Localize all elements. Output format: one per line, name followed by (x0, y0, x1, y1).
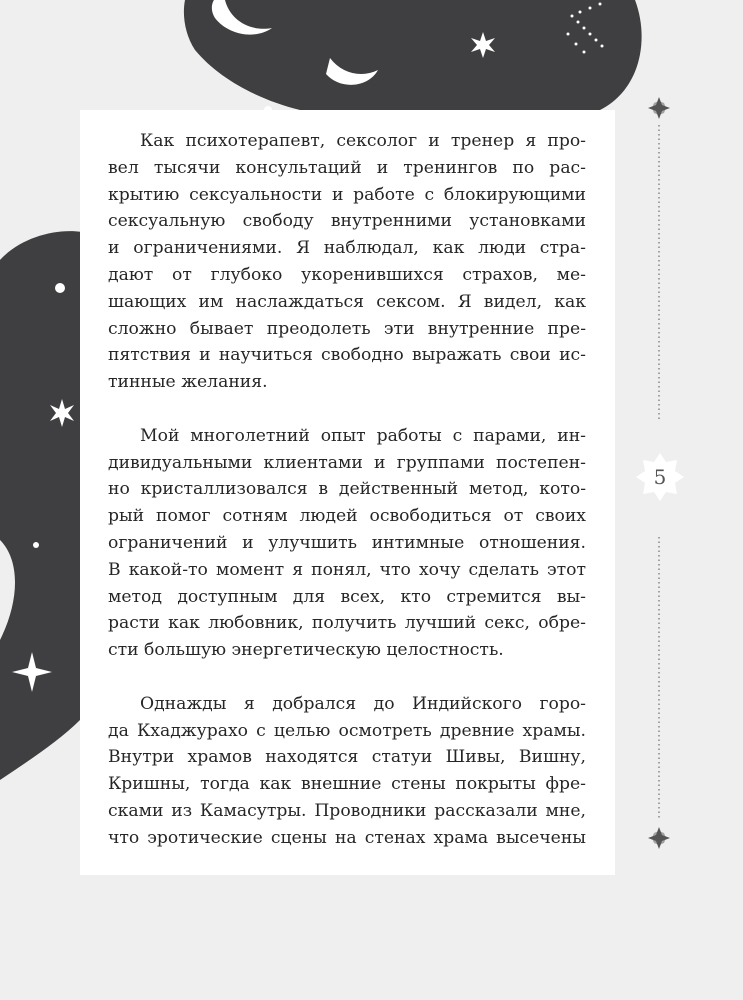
text-line: Кришны, тогда как внешние стены покрыты фре- (108, 774, 586, 795)
text-line: Мой многолетний опыт работы с парами, ин- (140, 425, 586, 446)
text-line: сложно бывает преодолеть эти внутренние пре- (108, 318, 586, 339)
text-line: дивидуальными клиентами и группами постепен- (108, 452, 586, 473)
text-line: Однажды я добрался до Индийского горо- (140, 693, 586, 714)
text-line: дают от глубоко укоренившихся страхов, ме- (108, 264, 586, 285)
paragraph-2 (108, 423, 586, 664)
text-line: сками из Камасутры. Проводники рассказали мне, (108, 800, 586, 821)
text-line: В какой-то момент я понял, что хочу сделать этот (108, 559, 586, 580)
text-line: сти большую энергетическую целостность. (108, 640, 504, 661)
text-line: да Кхаджурахо с целью осмотреть древние храмы. (108, 720, 586, 741)
text-line: вел тысячи консультаций и тренингов по рас- (108, 157, 586, 178)
text-line: Внутри храмов находятся статуи Шивы, Вишну, (108, 747, 586, 768)
text-line: тинные желания. (108, 372, 268, 393)
text-line: метод доступным для всех, кто стремится вы- (108, 586, 586, 607)
text-line: сексуальную свободу внутренними установками (108, 211, 586, 232)
margin-star-top-icon (648, 97, 670, 119)
text-line: что эротические сцены на стенах храма высечены (108, 827, 586, 848)
text-line: рый помог сотням людей освободиться от своих (108, 506, 586, 527)
text-line: крытию сексуальности и работе с блокирующими (108, 184, 586, 205)
page-number: 5 (653, 465, 667, 489)
body-text (108, 128, 586, 878)
text-line: пятствия и научиться свободно выражать свои ис- (108, 345, 586, 366)
dot (33, 542, 39, 548)
text-line: и ограничениями. Я наблюдал, как люди стра- (108, 238, 586, 259)
text-line: но кристаллизовался в действенный метод, кото- (108, 479, 586, 500)
paragraph-3 (108, 691, 586, 852)
text-line: шающих им наслаждаться сексом. Я видел, как (108, 291, 586, 312)
margin-star-bottom-icon (648, 827, 670, 849)
text-line: Как психотерапевт, сексолог и тренер я про- (140, 131, 586, 151)
paragraph-1 (108, 128, 586, 396)
dot (55, 283, 65, 293)
text-line: расти как любовник, получить лучший секс, обре- (108, 613, 586, 634)
text-line: ограничений и улучшить интимные отношения. (108, 532, 586, 553)
